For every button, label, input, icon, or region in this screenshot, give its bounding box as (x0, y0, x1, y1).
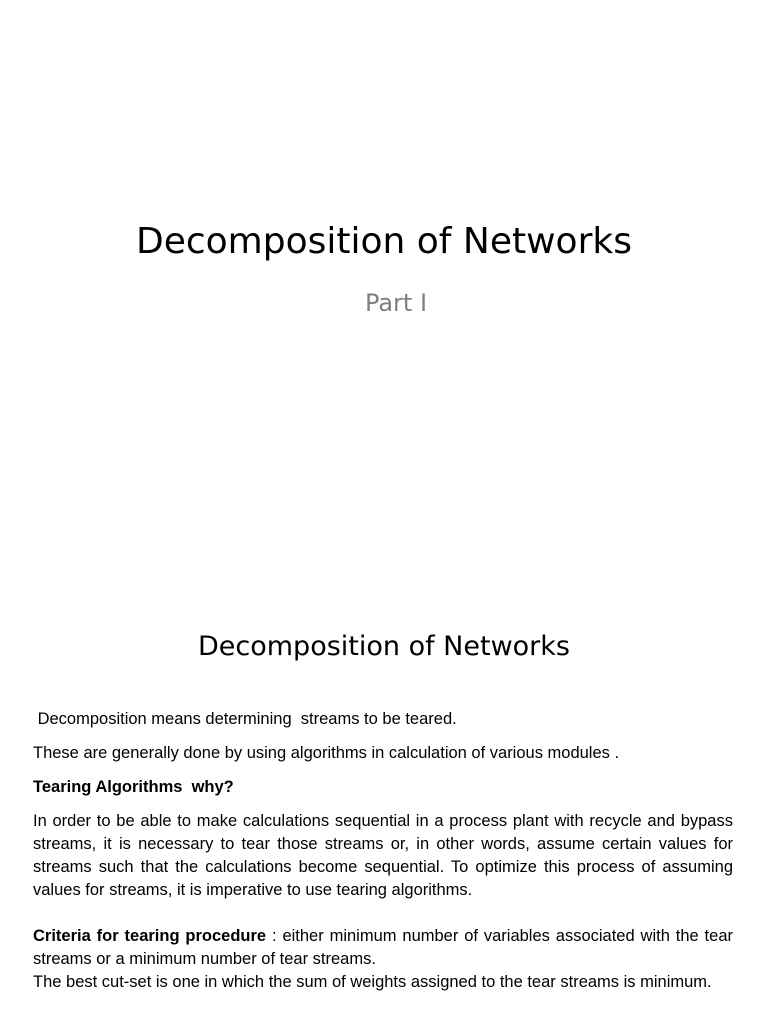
criteria-paragraph (33, 925, 733, 971)
tearing-heading (33, 776, 733, 799)
slide-subtitle: Part I (364, 289, 428, 317)
tearing-heading-text: Tearing Algorithms why? (33, 778, 234, 796)
content-body (33, 708, 733, 1005)
slide-title: Decomposition of Networks (135, 221, 632, 262)
definition-line: Decomposition means determining streams to be teared. (33, 710, 457, 728)
content-slide (0, 576, 768, 1024)
criteria-label: Criteria for tearing procedure (33, 927, 267, 945)
criteria-text: : either minimum number of variables associated with the tear streams or a minimum number of tear streams. (33, 927, 733, 968)
best-cutset-line: The best cut-set is one in which the sum of weights assigned to the tear streams is minimum. (33, 973, 712, 991)
algorithm-line: These are generally done by using algorithms in calculation of various modules . (33, 744, 620, 762)
tearing-paragraph: In order to be able to make calculations sequential in a process plant with recycle and bypass streams, it is necessary to tear those streams or, in other words, assume certain values for streams such that the calculations become sequential. To optimize this process of assuming values for streams, it is imperative to use tearing algorithms. (33, 812, 733, 899)
content-slide-title: Decomposition of Networks (197, 631, 570, 662)
